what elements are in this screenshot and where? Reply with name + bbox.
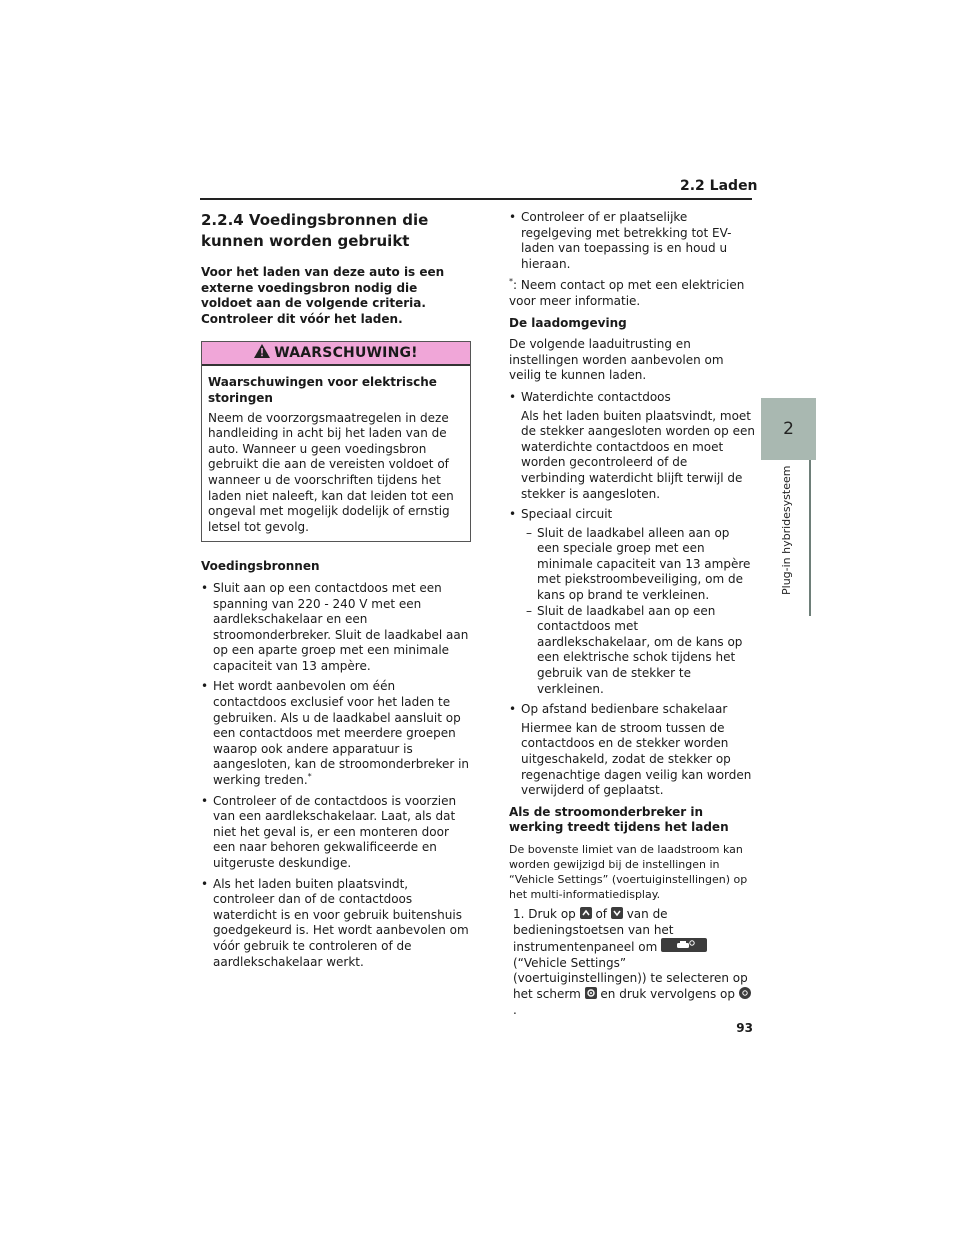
step-1 <box>513 907 755 1018</box>
list-item <box>201 581 471 675</box>
header-rule <box>200 198 752 200</box>
list-item-text: Controleer of de contactdoos is voorzien van een aardlekschakelaar. Laat, als dat niet het geval is, er een monteren door een naar behoren gekwalificeerde en uitgeruste deskundige. <box>213 793 457 870</box>
power-list-continued <box>509 210 755 272</box>
item-title: • Speciaal circuit <box>521 507 613 522</box>
chevron-up-icon <box>580 907 592 919</box>
footnote-mark: * <box>509 277 513 287</box>
sub-list-item: – Sluit de laadkabel alleen aan op een speciale groep met een minimale capaciteit van 13 ampère met piekstroombeveiliging, om de kans op brand te verkleinen. <box>521 526 755 604</box>
footnote-mark: * <box>307 772 312 782</box>
warning-header <box>202 342 470 366</box>
footnote <box>509 278 755 309</box>
warning-triangle-icon <box>254 344 274 363</box>
item-desc: Als het laden buiten plaatsvindt, moet de stekker aangesloten worden op een waterdichte contactdoos en moet worden gecontroleerd of de verbinding waterdicht blijft terwijl de stekker is aangesloten. <box>521 408 755 501</box>
breaker-text: De bovenste limiet van de laadstroom kan worden gewijzigd bij de instellingen in “Vehicle Settings” (voertuiginstellingen) op het multi-informatiedisplay. <box>509 842 748 901</box>
environment-heading: De laadomgeving <box>509 315 627 330</box>
vehicle-settings-icon <box>661 938 707 952</box>
gear-icon <box>585 987 597 999</box>
ok-button-icon <box>739 987 751 999</box>
left-column <box>201 210 471 976</box>
chapter-number: 2 <box>783 419 794 439</box>
step-text: of <box>595 906 608 921</box>
item-title: • Waterdichte contactdoos <box>521 389 671 404</box>
sub-list <box>521 526 755 698</box>
section-heading: 2.2.4 Voedingsbronnen die kunnen worden gebruikt <box>201 211 429 250</box>
item-title: • Op afstand bedienbare schakelaar <box>521 702 728 717</box>
chapter-rule <box>809 460 811 616</box>
chapter-tab <box>761 398 816 460</box>
power-list <box>201 581 471 970</box>
list-item-text: Controleer of er plaatselijke regelgeving met betrekking tot EV-laden van toepassing is en houd u hieraan. <box>521 210 732 271</box>
right-column <box>509 210 755 1018</box>
list-item <box>509 507 755 697</box>
warning-body <box>202 366 470 541</box>
list-item <box>201 877 471 971</box>
list-item <box>509 390 755 502</box>
step-number: 1. <box>513 906 525 921</box>
warning-text: Neem de voorzorgsmaatregelen in deze handleiding in acht bij het laden van de auto. Wanneer u geen voedingsbron gebruikt die aan de vereisten voldoet of wanneer u de voorschriften tijdens het laden niet naleeft, kan dat leiden tot een ongeval met mogelijk dodelijk of ernstig letsel tot gevolg. <box>208 410 454 534</box>
chapter-label: Plug-in hybridesysteem <box>780 466 793 596</box>
step-text: (“Vehicle Settings” (voertuiginstellingen)) te selecteren op het scherm <box>513 955 748 1001</box>
list-item <box>509 702 755 799</box>
section-intro: Voor het laden van deze auto is een externe voedingsbron nodig die voldoet aan de volgende criteria. Controleer dit vóór het laden. <box>201 265 445 326</box>
item-desc: Hiermee kan de stroom tussen de contactdoos en de stekker worden uitgeschakeld, zodat de stekker op regenachtige dagen veilig kan worden verwijderd of geplaatst. <box>521 720 752 798</box>
step-text: Druk op <box>528 906 576 921</box>
list-item-text: Als het laden buiten plaatsvindt, controleer dan of de contactdoos waterdicht is en voor gebruik buitenshuis goedgekeurd is. Het wordt aanbevolen om vóór gebruik te controleren of de aardlekschakelaar werkt. <box>213 876 469 969</box>
step-text: van de bedieningstoetsen van het instrumentenpaneel om <box>513 906 674 955</box>
list-item <box>201 794 471 872</box>
warning-label: WAARSCHUWING! <box>274 344 418 361</box>
environment-intro: De volgende laaduitrusting en instellingen worden aanbevolen om veilig te kunnen laden. <box>509 337 724 383</box>
list-item <box>201 679 471 788</box>
sub-list-item: – Sluit de laadkabel aan op een contactdoos met aardlekschakelaar, om de kans op een elektrische schok tijdens het gebruik van de stekker te verkleinen. <box>521 604 755 698</box>
list-item <box>509 210 755 272</box>
chevron-down-icon <box>611 907 623 919</box>
step-text: en druk vervolgens op <box>600 986 735 1001</box>
power-heading: Voedingsbronnen <box>201 559 320 574</box>
step-text: . <box>513 1002 517 1017</box>
footnote-text: : Neem contact op met een elektricien voor meer informatie. <box>509 278 745 308</box>
warning-title: Waarschuwingen voor elektrische storingen <box>208 375 437 405</box>
environment-list <box>509 390 755 799</box>
breaker-heading: Als de stroomonderbreker in werking treedt tijdens het laden <box>509 804 729 835</box>
list-item-text: Het wordt aanbevolen om één contactdoos exclusief voor het laden te gebruiken. Als u de laadkabel aansluit op een contactdoos met meerdere groepen waarop ook andere apparatuur is aangesloten, kan de stroomonderbreker in werking treden. <box>213 679 470 788</box>
header-title: 2.2 Laden <box>680 178 758 194</box>
list-item-text: Sluit aan op een contactdoos met een spanning van 220 - 240 V met een aardlekschakelaar en een stroomonderbreker. Sluit de laadkabel aan op een aparte groep met een minimale capaciteit van 13 ampère. <box>213 580 469 673</box>
page-number: 93 <box>736 1021 753 1035</box>
warning-box <box>201 341 471 542</box>
